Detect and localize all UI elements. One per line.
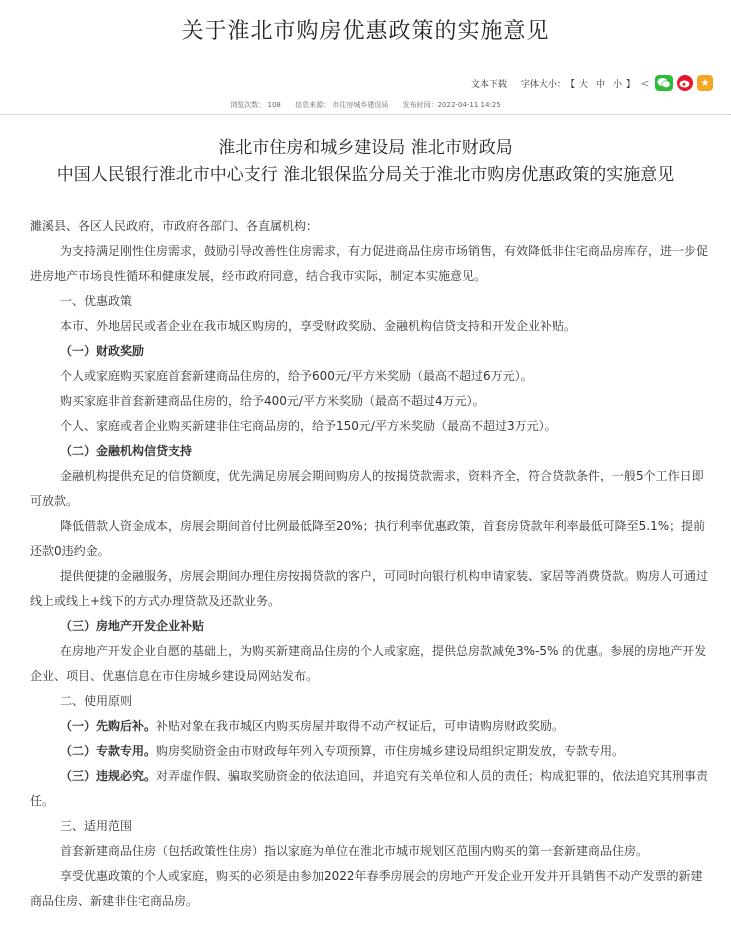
section-heading: 三、适用范围 <box>60 819 133 833</box>
font-size-large-button[interactable]: 大 <box>578 79 588 90</box>
body-paragraph: 提供便捷的金融服务，房展会期间办理住房按揭贷款的客户，可同时向银行机构申请家装、家居等消费贷款。购房人可通过线上或线上+线下的方式办理贷款及还款业务。 <box>30 569 709 608</box>
article-toolbar <box>471 72 713 94</box>
body-paragraph: 在房地产开发企业自愿的基础上，为购买新建商品住房的个人或家庭，提供总房款减免3%-5% 的优惠。参展的房地产开发企业、项目、优惠信息在市住房城乡建设局网站发布。 <box>30 644 707 683</box>
qzone-icon[interactable]: ★ <box>697 75 713 91</box>
body-paragraph: 金融机构提供充足的信贷额度，优先满足房展会期间购房人的按揭贷款需求，资料齐全，符合贷款条件，一般5个工作日即可放款。 <box>30 469 704 508</box>
weibo-icon[interactable] <box>677 75 693 91</box>
text-download-link[interactable]: 文本下载 <box>470 79 507 90</box>
font-size-label: 字体大小： <box>520 79 566 90</box>
wechat-icon[interactable] <box>655 75 673 91</box>
subsection-heading: （二）金融机构信贷支持 <box>60 444 193 458</box>
view-count: 浏览次数： 108 <box>230 101 281 109</box>
principle-paragraph <box>30 739 710 764</box>
page-title: 关于淮北市购房优惠政策的实施意见 <box>181 19 550 44</box>
body-paragraph: 购买家庭非首套新建商品住房的，给予400元/平方米奖励（最高不超过4万元）。 <box>60 394 485 408</box>
doc-heading-line2: 中国人民银行淮北市中心支行 淮北银保监分局关于淮北市购房优惠政策的实施意见 <box>56 165 675 185</box>
principle-paragraph <box>30 714 710 739</box>
addressee: 濉溪县、各区人民政府，市政府各部门、各直属机构： <box>30 219 319 233</box>
article-meta <box>0 96 731 115</box>
body-paragraph: 降低借款人资金成本，房展会期间首付比例最低降至20%；执行利率优惠政策，首套房贷款年利率最低可降至5.1%；提前还款0违约金。 <box>30 519 706 558</box>
body-paragraph: 个人或家庭购买家庭首套新建商品住房的，给予600元/平方米奖励（最高不超过6万元）。 <box>60 369 533 383</box>
body-paragraph: 个人、家庭或者企业购买新建非住宅商品房的，给予150元/平方米奖励（最高不超过3万元）。 <box>60 419 557 433</box>
share-icon[interactable]: < <box>640 76 650 90</box>
principle-paragraph <box>30 764 710 814</box>
body-paragraph: 首套新建商品住房（包括政策性住房）指以家庭为单位在淮北市城市规划区范围内购买的第一套新建商品住房。 <box>60 844 649 858</box>
body-paragraph: 为支持满足刚性住房需求，鼓励引导改善性住房需求，有力促进商品住房市场销售，有效降低非住宅商品房库存，进一步促进房地产市场良性循环和健康发展，经市政府同意，结合我市实际，制定本实施意见。 <box>30 244 709 283</box>
font-size-small-button[interactable]: 小 <box>612 79 622 90</box>
principle-label: （一）先购后补。 <box>60 719 157 733</box>
bracket-close: 】 <box>625 79 635 90</box>
info-source: 信息来源： 市住房城乡建设局 <box>295 101 389 109</box>
principle-label: （三）违规必究。 <box>60 769 157 783</box>
principle-text: 对弄虚作假、骗取奖励资金的依法追回，并追究有关单位和人员的责任；构成犯罪的，依法追究其刑事责任。 <box>30 769 709 808</box>
principle-text: 补贴对象在我市城区内购买房屋并取得不动产权证后，可申请购房财政奖励。 <box>156 719 565 733</box>
subsection-heading: （一）财政奖励 <box>60 344 145 358</box>
bracket-open: 【 <box>565 79 575 90</box>
section-heading: 二、使用原则 <box>60 694 133 708</box>
publish-time: 发布时间：2022-04-11 14:25 <box>402 101 501 109</box>
subsection-heading: （三）房地产开发企业补贴 <box>60 619 205 633</box>
article-body <box>30 214 710 914</box>
font-size-medium-button[interactable]: 中 <box>595 79 605 90</box>
section-heading: 一、优惠政策 <box>60 294 133 308</box>
body-paragraph: 享受优惠政策的个人或家庭，购买的必须是由参加2022年春季房展会的房地产开发企业开发并开具销售不动产发票的新建商品住房、新建非住宅商品房。 <box>30 869 703 908</box>
doc-heading-line1: 淮北市住房和城乡建设局 淮北市财政局 <box>218 138 513 158</box>
body-paragraph: 本市、外地居民或者企业在我市城区购房的，享受财政奖励、金融机构信贷支持和开发企业补贴。 <box>60 319 577 333</box>
principle-label: （二）专款专用。 <box>60 744 157 758</box>
principle-text: 购房奖励资金由市财政每年列入专项预算，市住房城乡建设局组织定期发放，专款专用。 <box>156 744 625 758</box>
